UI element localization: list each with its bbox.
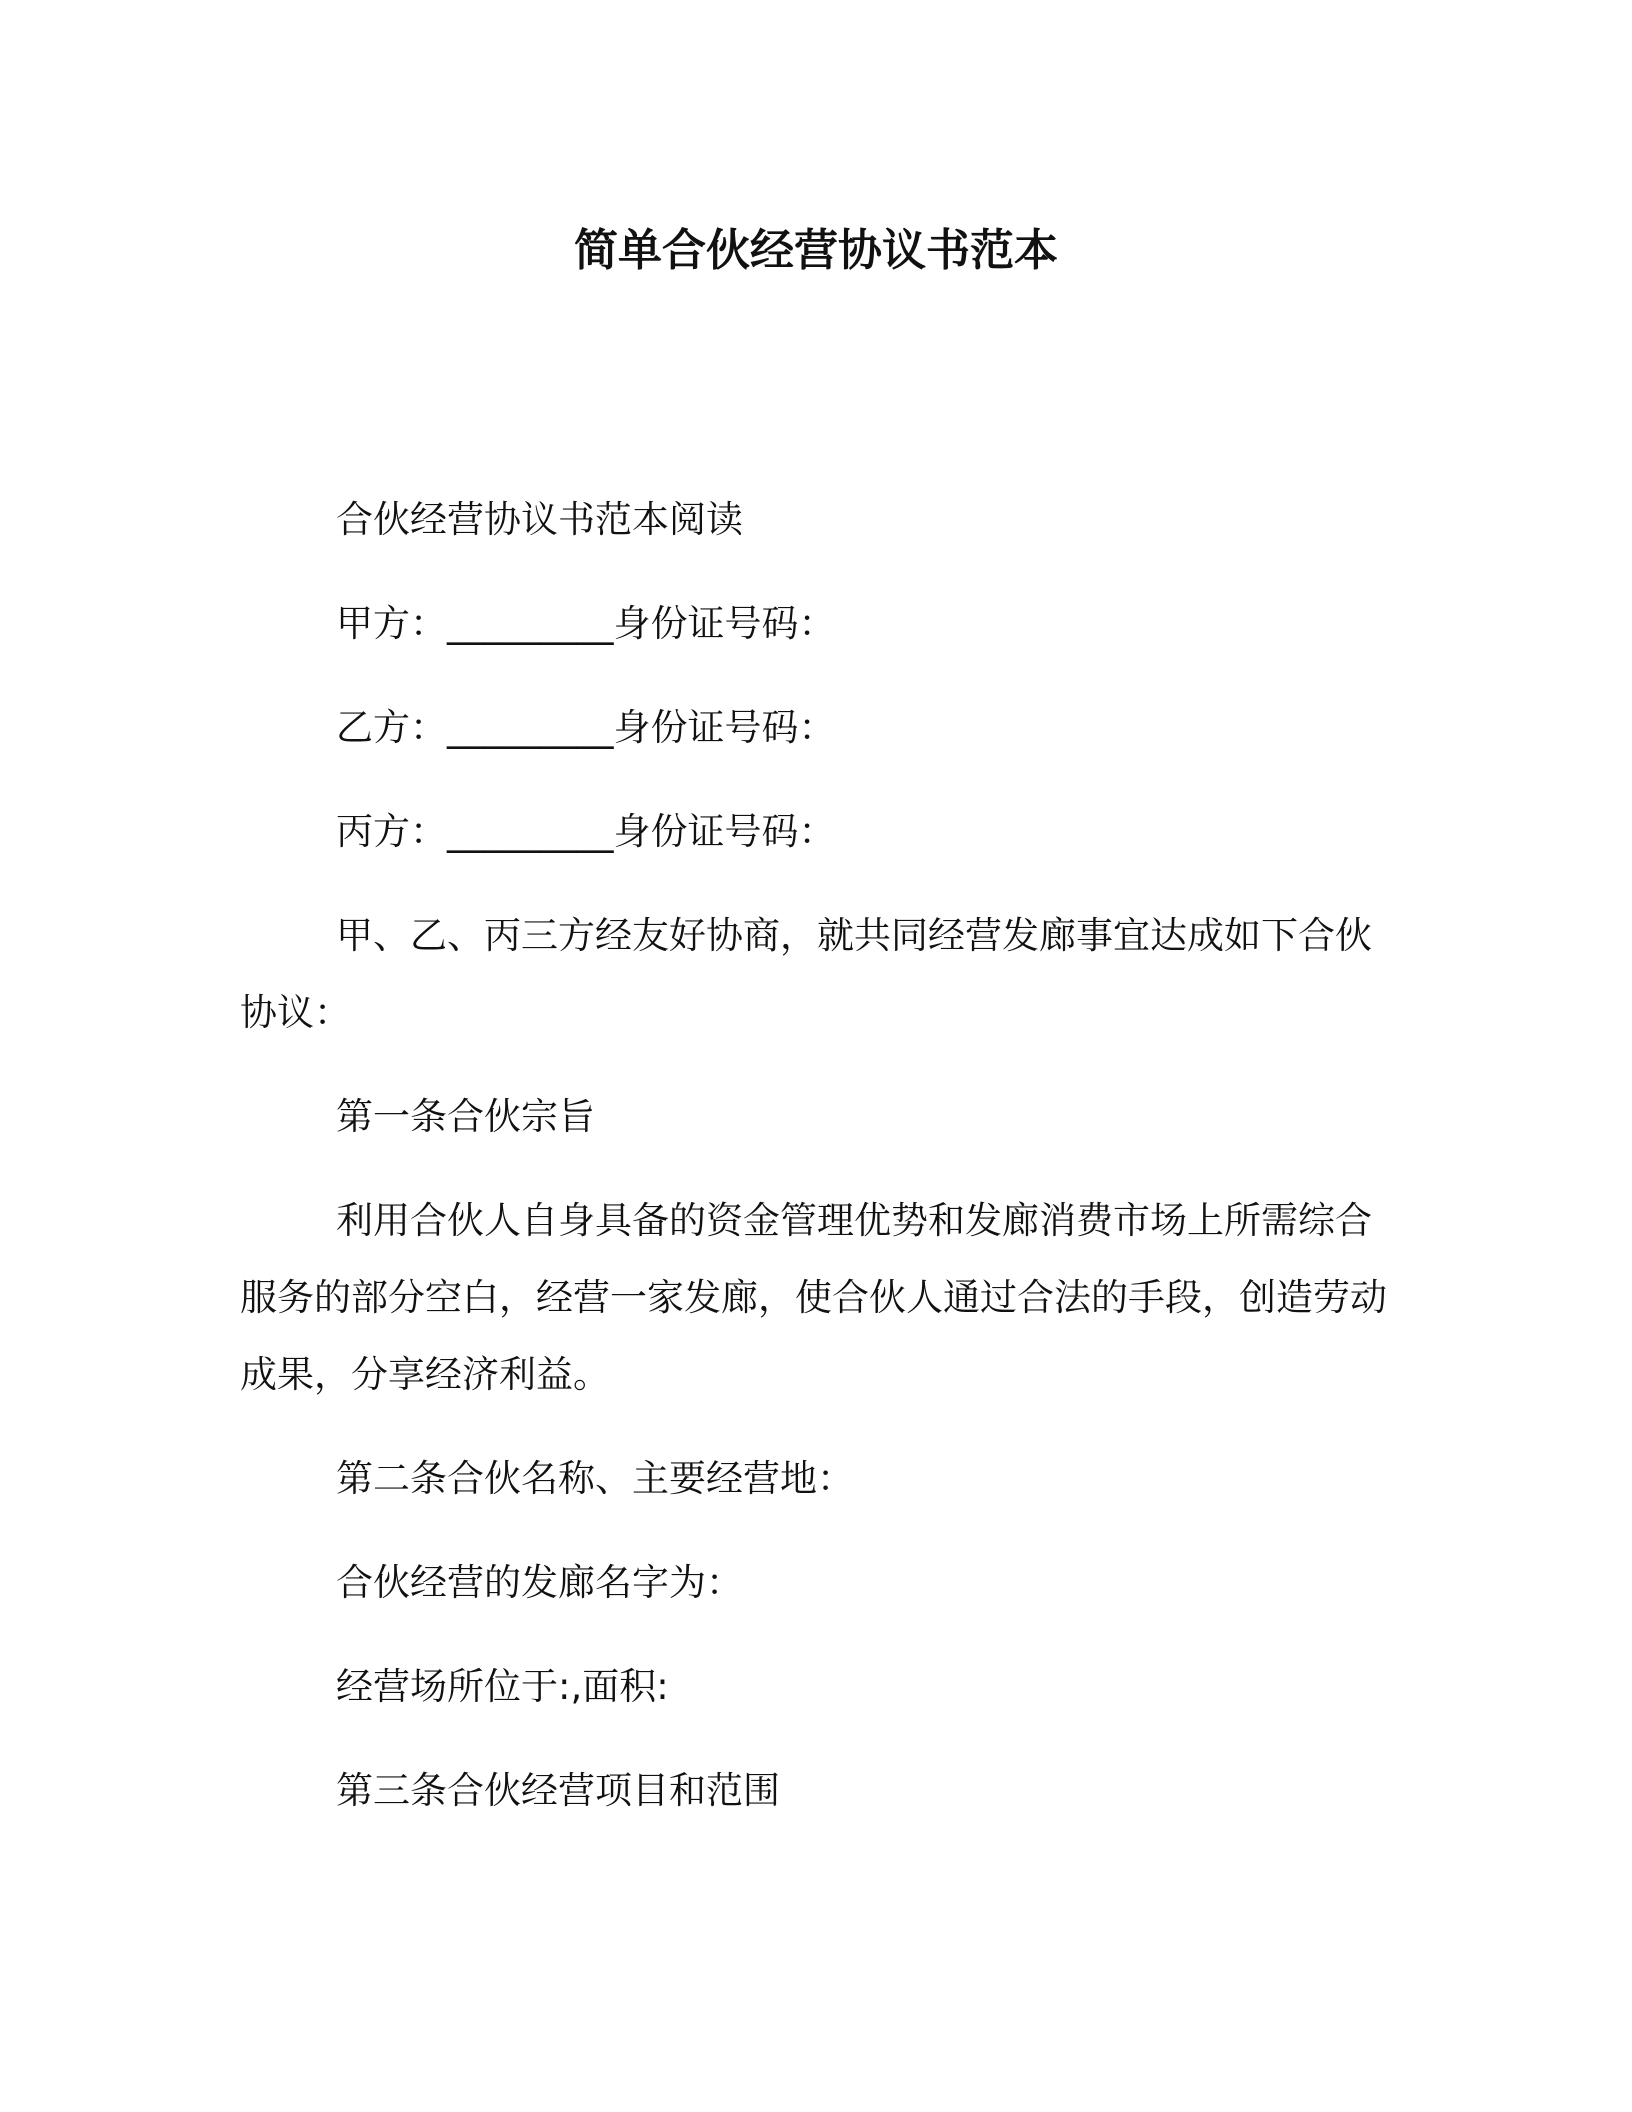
party-c-label: 丙方： <box>336 810 447 853</box>
article-2-name: 合伙经营的发廊名字为： <box>336 1561 743 1604</box>
article-2-title: 第二条合伙名称、主要经营地： <box>336 1457 854 1500</box>
party-b-label: 乙方： <box>336 706 447 749</box>
document-title: 简单合伙经营协议书范本 <box>574 225 1058 276</box>
party-a-name-blank: _________ <box>447 602 614 645</box>
party-c-name-blank: _________ <box>447 810 614 853</box>
article-1-title: 第一条合伙宗旨 <box>336 1095 595 1138</box>
document-subtitle: 合伙经营协议书范本阅读 <box>336 498 743 541</box>
article-1-body: 利用合伙人自身具备的资金管理优势和发廊消费市场上所需综合服务的部分空白，经营一家发廊，使合伙人通过合法的手段，创造劳动成果，分享经济利益。 <box>240 1199 1387 1396</box>
party-b-line <box>240 689 1392 766</box>
party-a-line <box>240 585 1392 662</box>
intro-paragraph: 甲、乙、丙三方经友好协商，就共同经营发廊事宜达成如下合伙协议： <box>240 914 1372 1034</box>
party-b-id-label: 身份证号码： <box>613 706 836 749</box>
party-b-name-blank: _________ <box>447 706 614 749</box>
party-c-id-label: 身份证号码： <box>613 810 836 853</box>
party-a-label: 甲方： <box>336 602 447 645</box>
party-c-line <box>240 793 1392 870</box>
article-2-location: 经营场所位于:,面积: <box>336 1665 669 1708</box>
article-3-title: 第三条合伙经营项目和范围 <box>336 1769 780 1812</box>
party-a-id-label: 身份证号码： <box>613 602 836 645</box>
